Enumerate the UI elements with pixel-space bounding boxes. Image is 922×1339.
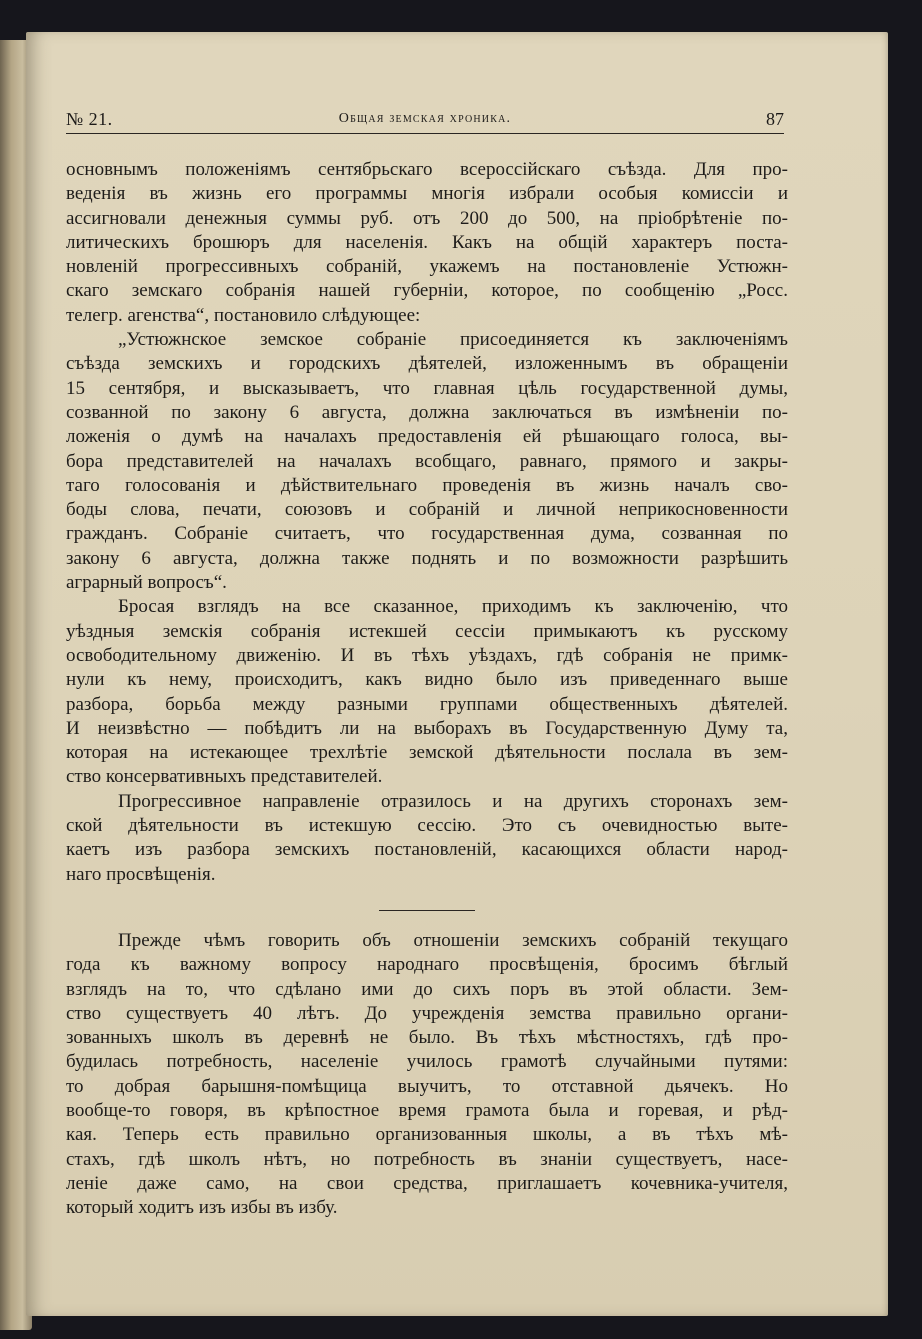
text-line: вообще-то говоря, въ крѣпостное время грамота была и горевая, и рѣд-: [66, 1099, 788, 1121]
text-line: боды слова, печати, союзовъ и собраній и личной неприкосновенности: [66, 499, 788, 521]
text-line: кая. Теперь есть правильно организованныя школы, а въ тѣхъ мѣ-: [66, 1124, 788, 1146]
header-rule: [66, 133, 784, 134]
text-line: ассигновали денежныя суммы руб. отъ 200 до 500, на пріобрѣтеніе по-: [66, 207, 788, 229]
page-number: 87: [766, 109, 784, 129]
text-line: гражданъ. Собраніе считаетъ, что государственная дума, созванная по: [66, 523, 788, 545]
text-line: ство существуетъ 40 лѣтъ. До учрежденія земства правильно органи-: [66, 1002, 788, 1024]
text-line: зованныхъ школъ въ деревнѣ не было. Въ тѣхъ мѣстностяхъ, гдѣ про-: [66, 1027, 788, 1049]
section-title: Общая земская хроника.: [338, 111, 512, 126]
text-line: Бросая взглядъ на все сказанное, приходимъ къ заключенію, что: [118, 596, 788, 618]
text-line: закону 6 августа, должна также поднять и по возможности разрѣшить: [66, 547, 788, 569]
text-line: года къ важному вопросу народнаго просвѣщенія, бросимъ бѣглый: [66, 954, 788, 976]
text-line: „Устюжнское земское собраніе присоединяется къ заключеніямъ: [118, 329, 788, 351]
text-line: будилась потребность, населеніе училось грамотѣ случайными путями:: [66, 1051, 788, 1073]
issue-number: № 21.: [66, 109, 113, 129]
page-body: [66, 158, 788, 1220]
text-line: ской дѣятельности въ истекшую сессію. Это съ очевидностью выте-: [66, 815, 788, 837]
paragraph: [66, 328, 788, 595]
text-line: взглядъ на то, что сдѣлано ими до сихъ поръ въ этой области. Зем-: [66, 978, 788, 1000]
text-line: телегр. агенства“, постановило слѣдующее:: [66, 304, 421, 326]
text-line: нули къ нему, происходитъ, какъ видно было изъ приведеннаго выше: [66, 669, 788, 691]
text-line: Прежде чѣмъ говорить объ отношеніи земскихъ собраній текущаго: [118, 929, 788, 951]
text-line: бора представителей на началахъ всобщаго, равнаго, прямого и закры-: [66, 450, 788, 472]
section-divider: [379, 910, 475, 911]
text-line: ство консервативныхъ представителей.: [66, 766, 383, 788]
paragraph: [66, 929, 788, 1221]
text-line: уѣздныя земскія собранія истекшей сессіи примыкаютъ къ русскому: [66, 620, 788, 642]
text-line: 15 сентября, и высказываетъ, что главная цѣль государственной думы,: [66, 377, 788, 399]
text-line: стахъ, гдѣ школъ нѣтъ, но потребность въ знаніи существуетъ, насе-: [66, 1148, 788, 1170]
text-line: то добрая барышня-помѣщица выучитъ, то отставной дьячекъ. Но: [66, 1075, 788, 1097]
text-line: наго просвѣщенія.: [66, 863, 216, 885]
text-line: ложенія о думѣ на началахъ предоставленія ей рѣшающаго голоса, вы-: [66, 426, 788, 448]
text-line: новленій прогрессивныхъ собраній, укажемъ на постановленіе Устюжн-: [66, 256, 788, 278]
running-header: [66, 109, 784, 135]
text-line: созванной по закону 6 августа, должна заключаться въ измѣненіи по-: [66, 401, 788, 423]
paragraph: [66, 595, 788, 789]
text-line: литическихъ брошюръ для населенія. Какъ на общій характеръ поста-: [66, 231, 788, 253]
text-line: который ходитъ изъ избы въ избу.: [66, 1197, 338, 1219]
text-line: И неизвѣстно — побѣдитъ ли на выборахъ въ Государственную Думу та,: [66, 717, 788, 739]
paragraph: [66, 790, 788, 887]
text-line: таго голосованія и дѣйствительнаго проведенія въ жизнь началъ сво-: [66, 474, 788, 496]
paragraph: [66, 158, 788, 328]
text-line: леніе даже само, на свои средства, приглашаетъ кочевника-учителя,: [66, 1172, 788, 1194]
text-line: аграрный вопросъ“.: [66, 572, 227, 594]
text-line: съѣзда земскихъ и городскихъ дѣятелей, изложеннымъ въ обращеніи: [66, 353, 788, 375]
text-line: каетъ изъ разбора земскихъ постановленій, касающихся области народ-: [66, 839, 788, 861]
text-line: которая на истекающее трехлѣтіе земской дѣятельности послала въ зем-: [66, 742, 788, 764]
text-line: разбора, борьба между разными группами общественныхъ дѣятелей.: [66, 693, 788, 715]
text-line: основнымъ положеніямъ сентябрьскаго всероссійскаго съѣзда. Для про-: [66, 159, 788, 180]
text-line: освободительному движенію. И въ тѣхъ уѣздахъ, гдѣ собранія не примк-: [66, 644, 788, 666]
text-line: Прогрессивное направленіе отразилось и на другихъ сторонахъ зем-: [118, 790, 788, 812]
text-line: веденія въ жизнь его программы многія избрали особыя комиссіи и: [66, 183, 788, 205]
text-line: скаго земскаго собранія нашей губерніи, которое, по сообщенію „Росс.: [66, 280, 788, 302]
